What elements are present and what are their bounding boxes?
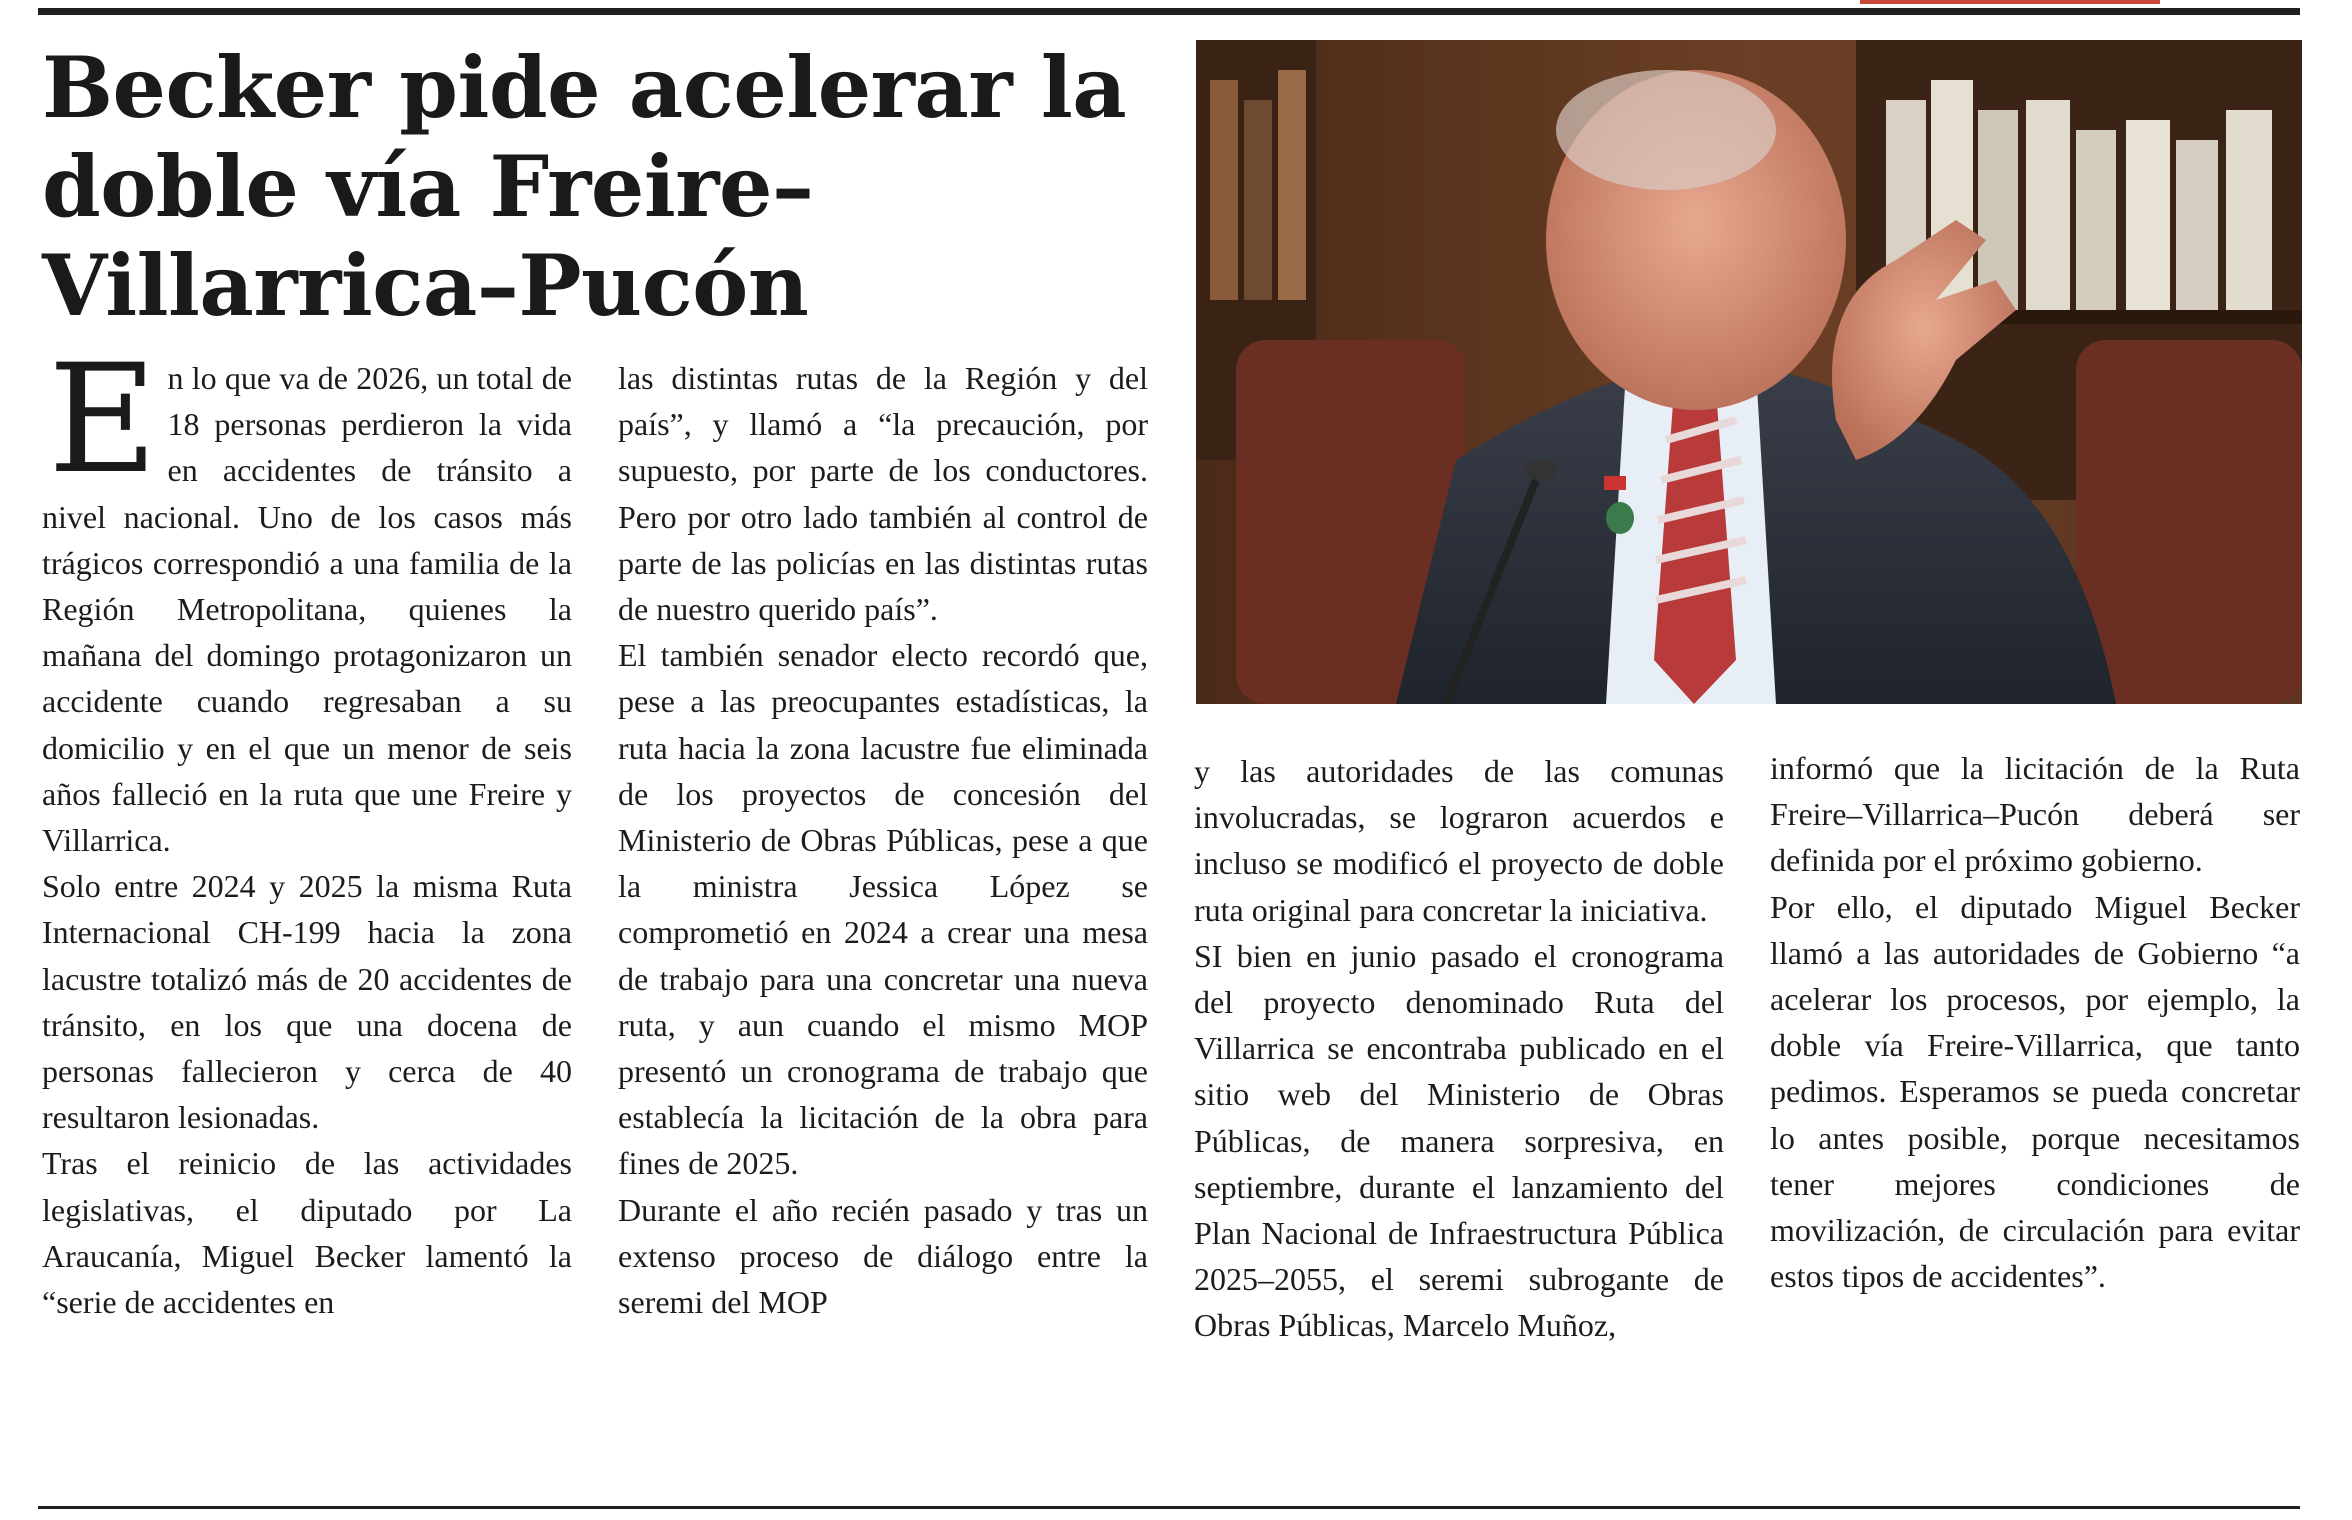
paragraph-5: El también senador electo recordó que, pese a las preocupantes estadísticas, la ruta hacia la zona lacustre fue eliminada de los proyectos de concesión del Ministerio de Obras Públicas, pese a que la ministra Jessica López se comprometió en 2024 a crear una mesa de trabajo para una concretar una nueva ruta, y aun cuando el mismo MOP presentó un cronograma de trabajo que establecía la licitación de la obra para fines de 2025. xyxy=(618,637,1148,1182)
masthead-accent-bar xyxy=(1860,0,2160,4)
article-column-4 xyxy=(1770,745,2300,1299)
article-column-1 xyxy=(42,333,572,1325)
top-rule xyxy=(38,8,2300,15)
paragraph-10: Por ello, el diputado Miguel Becker llamó a las autoridades de Gobierno “a acelerar los procesos, por ejemplo, la doble vía Freire-Villarrica, que tanto pedimos. Esperamos se pueda concretar lo antes posible, porque necesitamos tener mejores condiciones de movilización, de circulación para evitar estos tipos de accidentes”. xyxy=(1770,888,2300,1295)
bottom-rule xyxy=(38,1506,2300,1509)
paragraph-1-text: n lo que va de 2026, un total de 18 personas perdieron la vida en accidentes de tránsito a nivel nacional. Uno de los casos más trágicos correspondió a una familia de la Región Metropolitana, quienes la mañana del domingo protagonizaron un accidente cuando regresaban a su domicilio y en el que un menor de seis años falleció en la ruta que une Freire y Villarrica. xyxy=(42,360,572,859)
photo-illustration xyxy=(1196,40,2302,704)
drop-cap: E xyxy=(48,333,158,507)
paragraph-2: Solo entre 2024 y 2025 la misma Ruta Internacional CH-199 hacia la zona lacustre totalizó más de 20 accidentes de tránsito, en los que una docena de personas fallecieron y cerca de 40 resultaron lesionadas. xyxy=(42,868,572,1136)
paragraph-4: las distintas rutas de la Región y del país”, y llamó a “la precaución, por supuesto, por parte de los conductores. Pero por otro lado también al control de parte de las policías en las distintas rutas de nuestro querido país”. xyxy=(618,360,1148,628)
article-headline: Becker pide acelerar la doble vía Freire–Villarrica–Pucón xyxy=(42,38,1127,335)
paragraph-8: SI bien en junio pasado el cronograma del proyecto denominado Ruta del Villarrica se encontraba publicado en el sitio web del Ministerio de Obras Públicas, de manera sorpresiva, en septiembre, durante el lanzamiento del Plan Nacional de Infraestructura Pública 2025–2055, el seremi subrogante de Obras Públicas, Marcelo Muñoz, xyxy=(1194,937,1724,1344)
article-photo xyxy=(1196,40,2302,704)
paragraph-7: y las autoridades de las comunas involucradas, se lograron acuerdos e incluso se modificó el proyecto de doble ruta original para concretar la iniciativa. xyxy=(1194,753,1724,928)
paragraph-1 xyxy=(42,333,572,863)
article-column-2 xyxy=(618,355,1148,1325)
paragraph-6: Durante el año recién pasado y tras un extenso proceso de diálogo entre la seremi del MOP xyxy=(618,1191,1148,1321)
article-column-3 xyxy=(1194,748,1724,1349)
paragraph-9: informó que la licitación de la Ruta Freire–Villarrica–Pucón deberá ser definida por el próximo gobierno. xyxy=(1770,750,2300,879)
paragraph-3: Tras el reinicio de las actividades legislativas, el diputado por La Araucanía, Miguel Becker lamentó la “serie de accidentes en xyxy=(42,1145,572,1321)
